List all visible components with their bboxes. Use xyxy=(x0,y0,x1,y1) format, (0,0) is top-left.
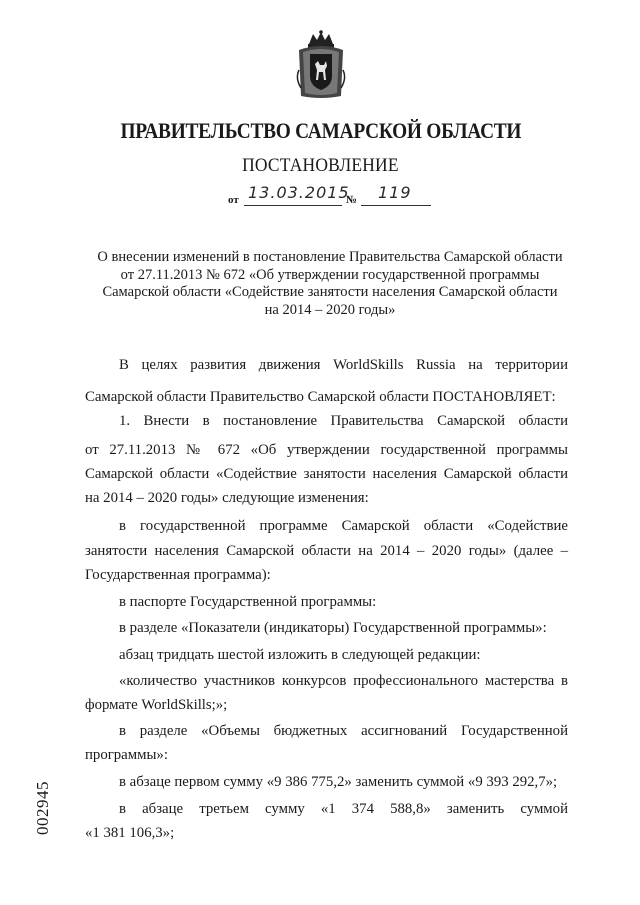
body-line: формате WorldSkills;»; xyxy=(85,697,228,713)
side-stamp-number xyxy=(30,772,50,842)
body-line: в абзаце третьем сумму «1 374 588,8» заменить суммой xyxy=(119,801,568,817)
document-type: ПОСТАНОВЛЕНИЕ xyxy=(242,155,399,176)
subject-line: от 27.11.2013 № 672 «Об утверждении государственной программы xyxy=(120,266,540,283)
body-line: В целях развития движения WorldSkills Russia на территории xyxy=(119,357,568,373)
body-line: «1 381 106,3»; xyxy=(85,825,175,841)
body-line: в разделе «Объемы бюджетных ассигнований Государственной xyxy=(119,723,568,739)
document-subject xyxy=(70,249,590,319)
body-line: «количество участников конкурсов профессионального мастерства в xyxy=(119,673,568,689)
body-line: в государственной программе Самарской области «Содействие xyxy=(119,518,568,534)
body-line: в абзаце первом сумму «9 386 775,2» заменить суммой «9 393 292,7»; xyxy=(119,774,558,790)
subject-line: О внесении изменений в постановление Правительства Самарской области xyxy=(97,249,563,265)
number-prefix: № xyxy=(346,194,358,206)
body-line: Самарской области Правительство Самарской области ПОСТАНОВЛЯЕТ: xyxy=(85,389,556,405)
body-line: 1. Внести в постановление Правительства Самарской области xyxy=(119,413,568,429)
body-line: Самарской области «Содействие занятости населения Самарской области xyxy=(85,466,568,482)
coat-of-arms-emblem xyxy=(295,30,347,100)
number-underline xyxy=(361,205,431,206)
body-line: на 2014 – 2020 годы» следующие изменения: xyxy=(85,490,369,506)
date-underline xyxy=(244,205,342,206)
subject-line: на 2014 – 2020 годы» xyxy=(264,301,396,318)
body-line: абзац тридцать шестой изложить в следующей редакции: xyxy=(119,647,481,663)
date-value: 13.03.2015 xyxy=(248,183,350,202)
body-line: в паспорте Государственной программы: xyxy=(119,594,377,610)
body-line: в разделе «Показатели (индикаторы) Государственной программы»: xyxy=(119,620,547,636)
body-line: Государственная программа): xyxy=(85,567,271,583)
body-line: занятости населения Самарской области на 2014 – 2020 годы» (далее – xyxy=(85,543,568,559)
date-prefix: от xyxy=(228,194,239,206)
subject-line: Самарской области «Содействие занятости населения Самарской области xyxy=(102,284,558,300)
side-stamp-text: 002945 xyxy=(33,781,52,835)
date-number-line xyxy=(228,184,448,210)
body-line: программы»: xyxy=(85,747,168,763)
number-value: 119 xyxy=(378,183,412,202)
organization-title: ПРАВИТЕЛЬСТВО САМАРСКОЙ ОБЛАСТИ xyxy=(120,118,522,143)
body-line: от 27.11.2013 № 672 «Об утверждении государственной программы xyxy=(85,442,568,458)
